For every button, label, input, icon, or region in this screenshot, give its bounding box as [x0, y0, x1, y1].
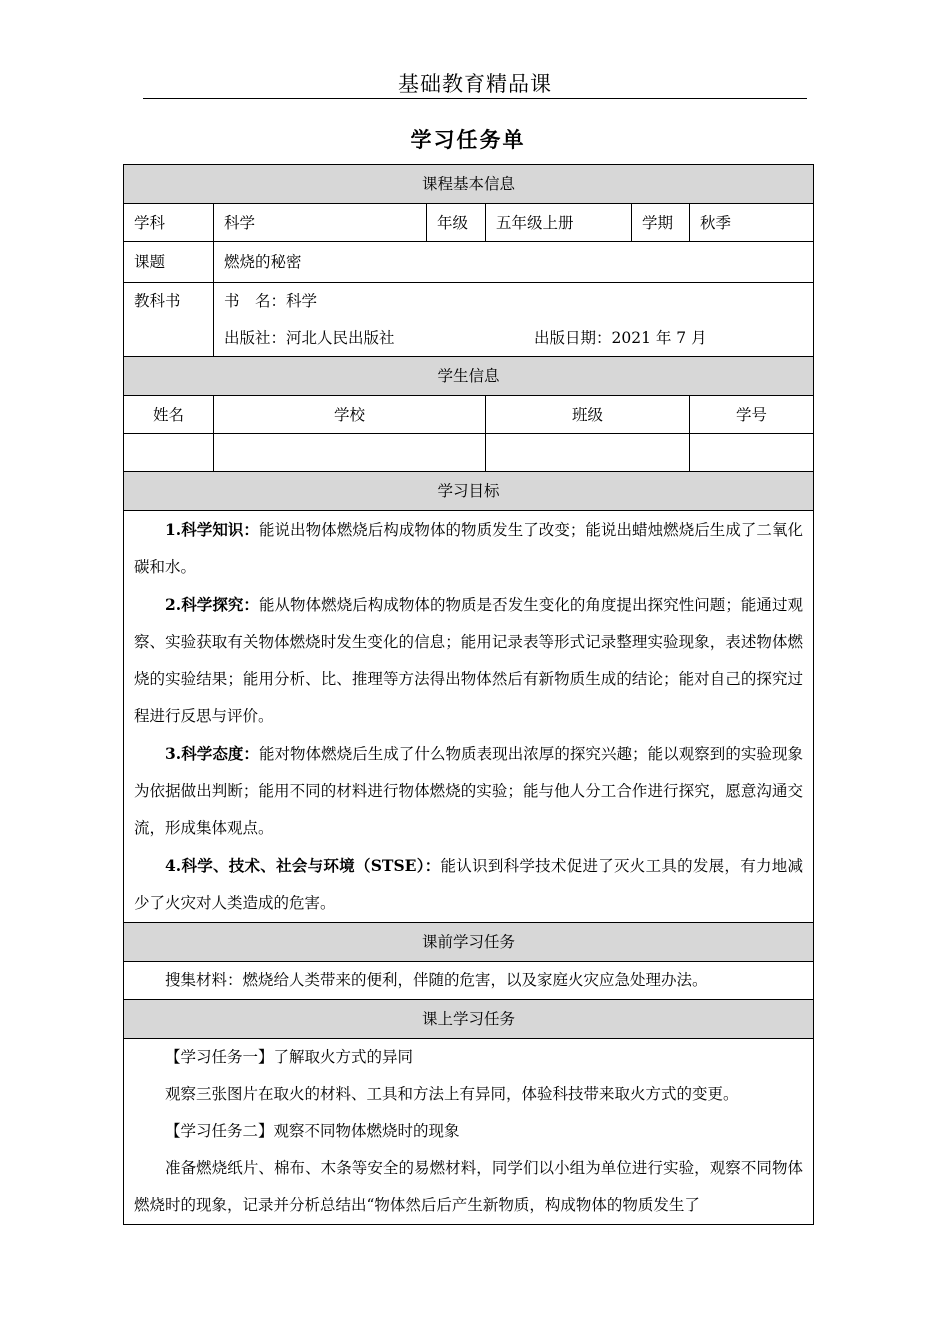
section-title: 学习目标 — [124, 472, 814, 511]
section-title: 课程基本信息 — [124, 165, 814, 204]
subject-value: 科学 — [214, 204, 427, 242]
objective-text: 能对物体燃烧后生成了什么物质表现出浓厚的探究兴趣；能以观察到的实验现象为依据做出判断；能用不同的材料进行物体燃烧的实验；能与他人分工合作进行探究，愿意沟通交流，形成集体观点。 — [134, 745, 804, 837]
topic-value: 燃烧的秘密 — [214, 242, 814, 283]
section-course-info — [124, 165, 814, 204]
task1-text: 观察三张图片在取火的材料、工具和方法上有异同，体验科技带来取火方式的变更。 — [165, 1085, 739, 1103]
textbook-row — [124, 283, 814, 357]
section-title: 学生信息 — [124, 357, 814, 396]
objectives-content-row — [124, 511, 814, 923]
pre-class-row — [124, 962, 814, 1000]
pre-class-text: 搜集材料：燃烧给人类带来的便利，伴随的危害，以及家庭火灾应急处理办法。 — [165, 971, 708, 989]
page-header: 基础教育精品课 — [398, 72, 552, 96]
publisher-line — [224, 328, 803, 348]
task-sheet-table — [123, 164, 814, 1225]
objective-label: 3.科学态度： — [165, 744, 259, 763]
publisher: 出版社：河北人民出版社 — [224, 329, 395, 347]
task2-title: 【学习任务二】观察不同物体燃烧时的现象 — [165, 1122, 460, 1140]
in-class-row — [124, 1039, 814, 1225]
objective-item — [134, 511, 803, 586]
document-title: 学习任务单 — [410, 127, 526, 152]
student-info-blank-row — [124, 434, 814, 472]
school-cell — [214, 434, 486, 472]
objective-item — [134, 847, 803, 922]
column-name: 姓名 — [124, 396, 214, 434]
column-student-id: 学号 — [690, 396, 814, 434]
section-in-class — [124, 1000, 814, 1039]
term-label: 学期 — [632, 204, 690, 242]
objective-label: 4.科学、技术、社会与环境（STSE）： — [165, 856, 441, 875]
section-student-info — [124, 357, 814, 396]
textbook-label: 教科书 — [124, 283, 214, 357]
section-title: 课上学习任务 — [124, 1000, 814, 1039]
column-school: 学校 — [214, 396, 486, 434]
section-objectives — [124, 472, 814, 511]
section-title: 课前学习任务 — [124, 923, 814, 962]
in-class-content — [124, 1039, 814, 1225]
section-pre-class — [124, 923, 814, 962]
header-rule — [143, 98, 807, 99]
task1-title: 【学习任务一】了解取火方式的异同 — [165, 1048, 414, 1066]
objective-text: 能从物体燃烧后构成物体的物质是否发生变化的角度提出探究性问题；能通过观察、实验获取有关物体燃烧时发生变化的信息；能用记录表等形式记录整理实验现象，表述物体燃烧的实验结果；能用分析、比、推理等方法得出物体然后有新物质生成的结论；能对自己的探究过程进行反思与评价。 — [134, 596, 804, 725]
column-class: 班级 — [486, 396, 690, 434]
textbook-details — [214, 283, 814, 357]
objective-label: 1.科学知识： — [165, 520, 259, 539]
book-name: 书 名：科学 — [224, 292, 318, 310]
objective-item — [134, 586, 803, 735]
grade-label: 年级 — [427, 204, 486, 242]
term-value: 秋季 — [690, 204, 814, 242]
subject-label: 学科 — [124, 204, 214, 242]
pre-class-content — [124, 962, 814, 1000]
student-info-header — [124, 396, 814, 434]
objective-text: 能说出物体燃烧后构成物体的物质发生了改变；能说出蜡烛燃烧后生成了二氧化碳和水。 — [134, 521, 804, 576]
topic-row — [124, 242, 814, 283]
objectives-content — [124, 511, 814, 923]
objective-text: 能认识到科学技术促进了灭火工具的发展，有力地减少了火灾对人类造成的危害。 — [134, 857, 804, 912]
topic-label: 课题 — [124, 242, 214, 283]
grade-value: 五年级上册 — [486, 204, 632, 242]
student-id-cell — [690, 434, 814, 472]
task2-text: 准备燃烧纸片、棉布、木条等安全的易燃材料，同学们以小组为单位进行实验，观察不同物体燃烧时的现象，记录并分析总结出“物体然后后产生新物质，构成物体的物质发生了 — [134, 1159, 804, 1214]
name-cell — [124, 434, 214, 472]
class-cell — [486, 434, 690, 472]
objective-item — [134, 735, 803, 847]
publish-date: 出版日期：2021 年 7 月 — [534, 329, 707, 347]
objective-label: 2.科学探究： — [165, 595, 259, 614]
course-info-row — [124, 204, 814, 242]
